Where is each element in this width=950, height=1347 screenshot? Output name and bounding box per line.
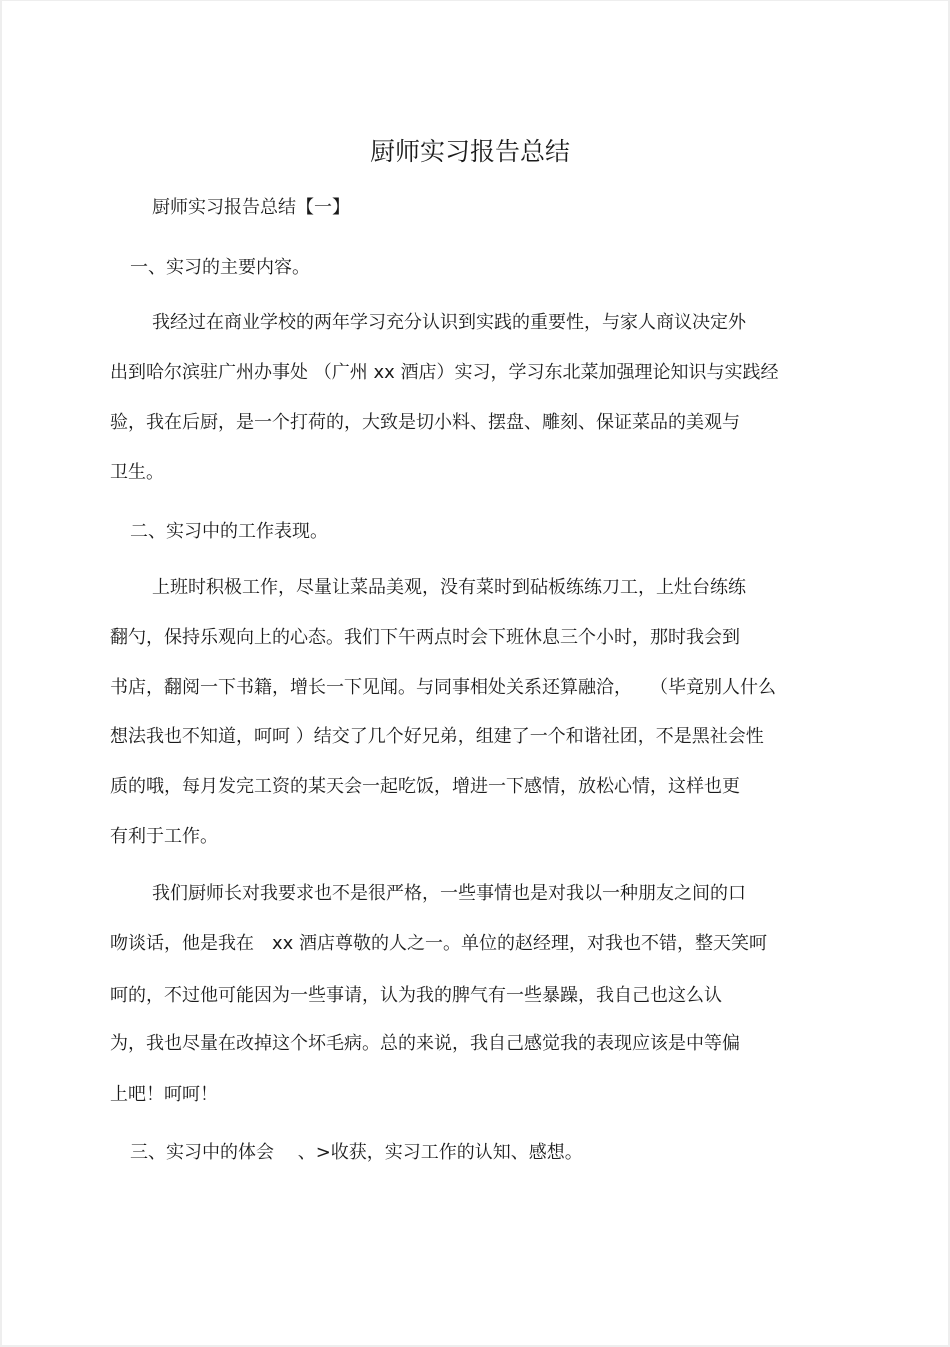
paragraph-3-line-4: 为，我也尽量在改掉这个坏毛病。总的来说，我自己感觉我的表现应该是中等偏 — [110, 1033, 740, 1054]
section-heading-3: 三、实习中的体会 、>收获，实习工作的认知、感想。 — [130, 1142, 583, 1163]
paragraph-2-line-3: 书店，翻阅一下书籍，增长一下见闻。与同事相处关系还算融洽， （毕竟别人什么 — [110, 677, 776, 698]
paragraph-1-line-3: 验，我在后厨，是一个打荷的，大致是切小料、摆盘、雕刻、保证菜品的美观与 — [110, 412, 740, 433]
paragraph-1-line-2: 出到哈尔滨驻广州办事处 （广州 xx 酒店）实习，学习东北菜加强理论知识与实践经 — [110, 362, 779, 383]
document-title: 厨师实习报告总结 — [369, 137, 570, 166]
paragraph-2-line-2: 翻勺，保持乐观向上的心态。我们下午两点时会下班休息三个小时，那时我会到 — [110, 627, 740, 648]
paragraph-3-line-3: 呵的，不过他可能因为一些事请，认为我的脾气有一些暴躁，我自己也这么认 — [110, 985, 722, 1006]
paragraph-3-line-2: 吻谈话，他是我在 xx 酒店尊敬的人之一。单位的赵经理，对我也不错，整天笑呵 — [110, 933, 768, 954]
paragraph-2-line-5: 质的哦，每月发完工资的某天会一起吃饭，增进一下感情，放松心情，这样也更 — [110, 776, 740, 797]
document-subtitle: 厨师实习报告总结【一】 — [152, 197, 350, 218]
paragraph-1-line-4: 卫生。 — [110, 462, 164, 483]
paragraph-3-line-5: 上吧！呵呵！ — [110, 1084, 218, 1105]
paragraph-2-line-6: 有利于工作。 — [110, 826, 218, 847]
section-heading-2: 二、实习中的工作表现。 — [130, 521, 328, 542]
paragraph-3-line-1: 我们厨师长对我要求也不是很严格，一些事情也是对我以一种朋友之间的口 — [152, 883, 746, 904]
document-page — [2, 1, 948, 1345]
section-heading-1: 一、实习的主要内容。 — [130, 257, 310, 278]
paragraph-2-line-1: 上班时积极工作，尽量让菜品美观，没有菜时到砧板练练刀工，上灶台练练 — [152, 577, 746, 598]
paragraph-1-line-1: 我经过在商业学校的两年学习充分认识到实践的重要性，与家人商议决定外 — [152, 312, 746, 333]
paragraph-2-line-4: 想法我也不知道，呵呵 ）结交了几个好兄弟，组建了一个和谐社团，不是黑社会性 — [110, 726, 764, 747]
